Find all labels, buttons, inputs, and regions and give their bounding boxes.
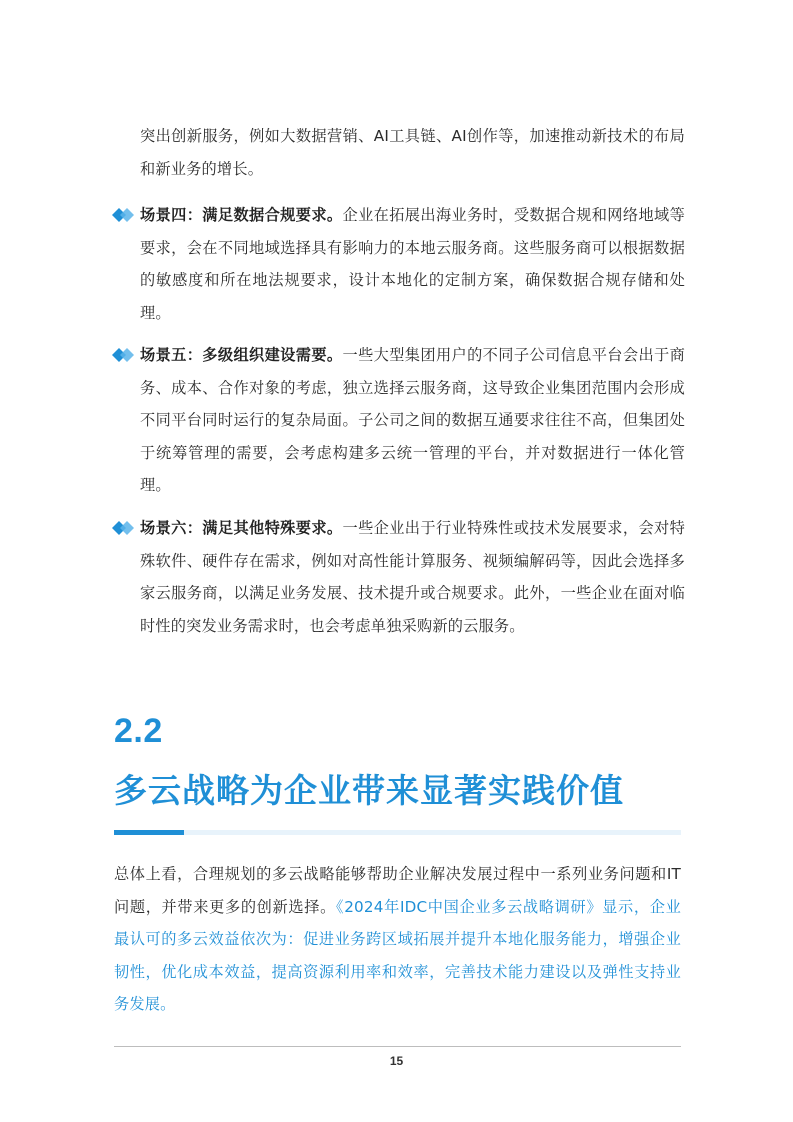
scenario-six-term: 场景六：满足其他特殊要求。 [140,519,343,537]
page-number: 15 [389,1054,404,1068]
summary-highlight-text: 《2024年IDC中国企业多云战略调研》显示，企业最认可的多云效益依次为：促进业务跨区域拓展并提升本地化服务能力，增强企业韧性，优化成本效益，提高资源利用率和效率，完善技术能力建设以及弹性支持业务发展。 [114,897,681,1013]
diamond-bullet-icon [112,348,134,362]
scenario-six [140,512,685,642]
intro-paragraph: 突出创新服务，例如大数据营销、AI工具链、AI创作等，加速推动新技术的布局和新业务的增长。 [140,127,685,178]
scenario-four [140,199,685,329]
footer-divider [114,1046,681,1047]
scenario-four-term: 场景四：满足数据合规要求。 [140,206,343,224]
scenario-six-text: 一些企业出于行业特殊性或技术发展要求，会对特殊软件、硬件存在需求，例如对高性能计算服务、视频编解码等，因此会选择多家云服务商，以满足业务发展、技术提升或合规要求。此外，一些企业在面对临时性的突发业务需求时，也会考虑单独采购新的云服务。 [140,519,685,635]
scenario-five [140,339,685,502]
scenario-five-text: 一些大型集团用户的不同子公司信息平台会出于商务、成本、合作对象的考虑，独立选择云服务商，这导致企业集团范围内会形成不同平台同时运行的复杂局面。子公司之间的数据互通要求往往不高，但集团处于统筹管理的需要，会考虑构建多云统一管理的平台，并对数据进行一体化管理。 [140,346,685,494]
section-title: 多云战略为企业带来显著实践价值 [114,771,624,810]
section-number: 2.2 [114,712,163,750]
title-underline-accent [114,830,184,835]
summary-text: 总体上看，合理规划的多云战略能够帮助企业解决发展过程中一系列业务问题和IT问题，并带来更多的创新选择。 [114,865,681,916]
scenario-four-text: 企业在拓展出海业务时，受数据合规和网络地域等要求，会在不同地域选择具有影响力的本地云服务商。这些服务商可以根据数据的敏感度和所在地法规要求，设计本地化的定制方案，确保数据合规存储和处理。 [140,206,685,322]
diamond-bullet-icon [112,208,134,222]
title-underline [114,830,681,835]
diamond-bullet-icon [112,521,134,535]
scenario-five-term: 场景五：多级组织建设需要。 [140,346,343,364]
summary-paragraph [114,858,681,1021]
